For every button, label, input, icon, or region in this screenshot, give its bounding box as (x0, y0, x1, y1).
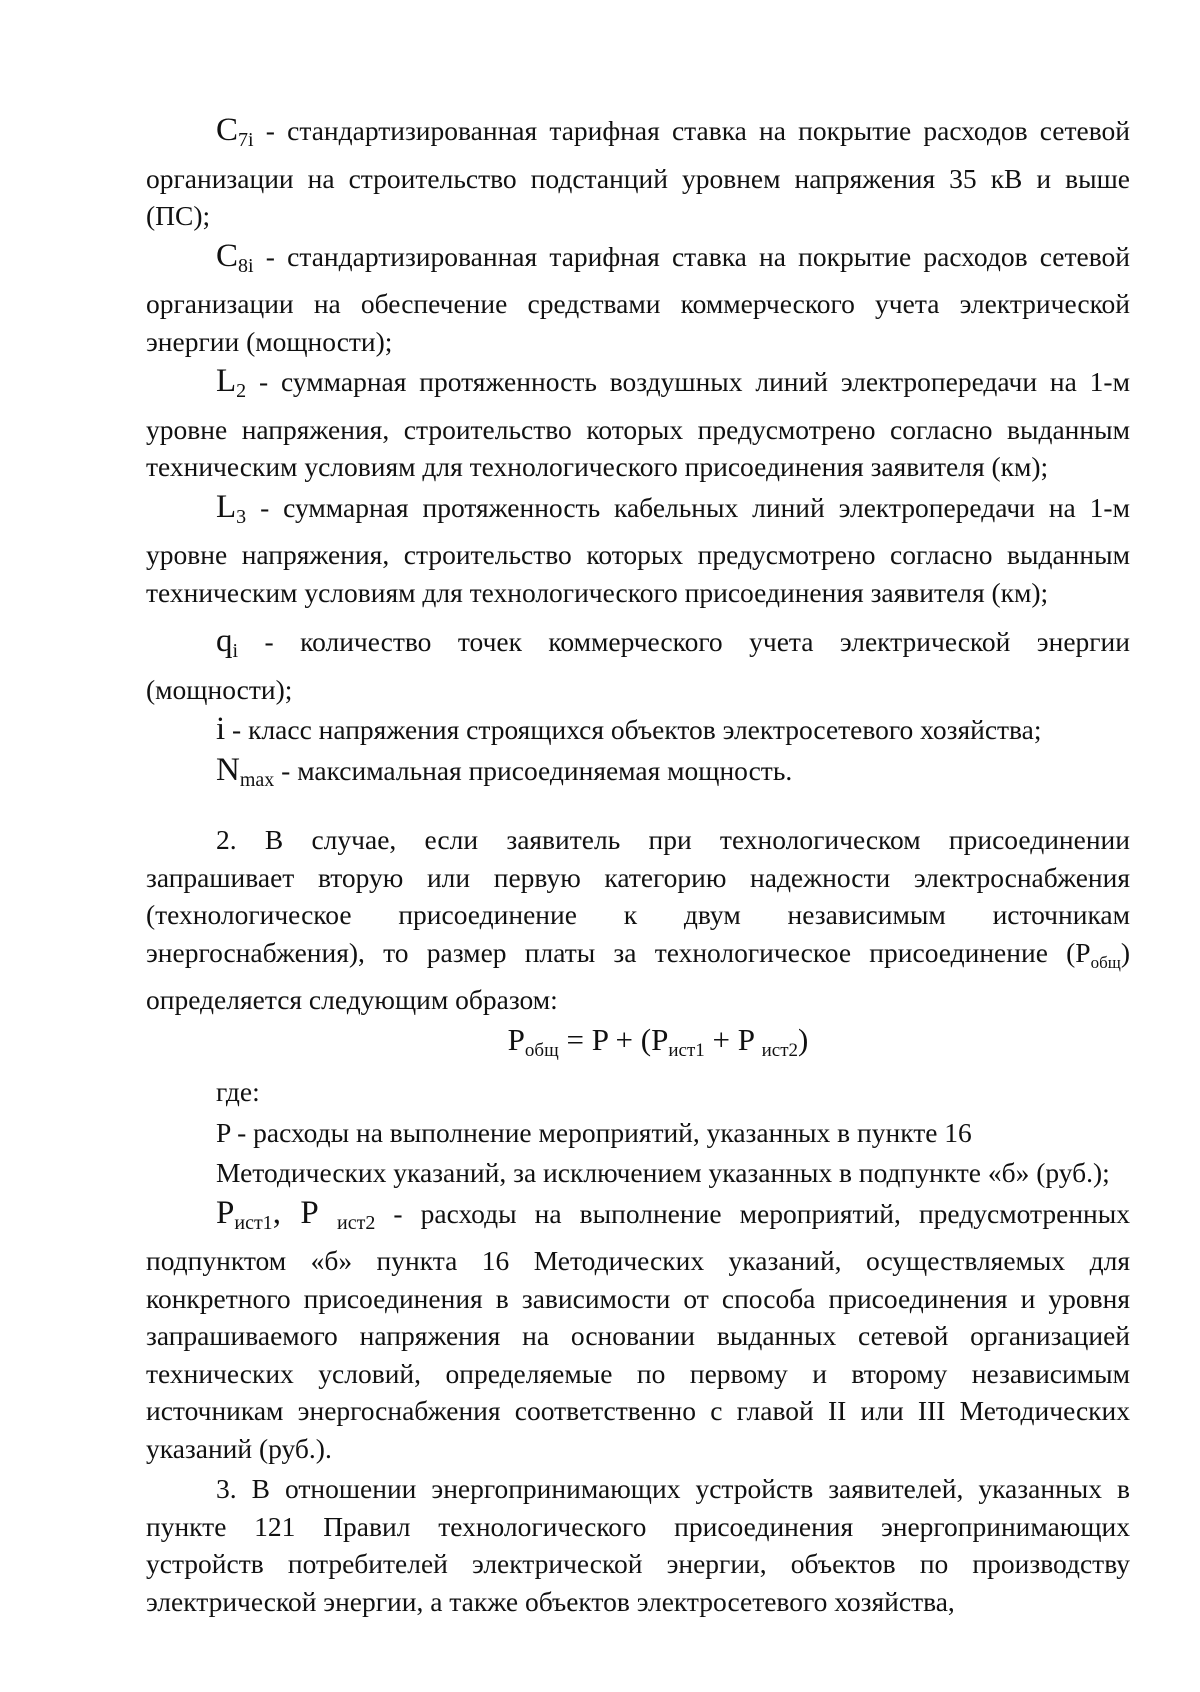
definition-p-line2: Методических указаний, за исключением указанных в подпункте «б» (руб.); (216, 1157, 1110, 1188)
subscript: 3 (236, 505, 247, 528)
symbol: L (216, 363, 237, 399)
document-body (146, 112, 1130, 1620)
definition-i (146, 711, 1130, 749)
symbol: i (216, 711, 226, 747)
subscript: общ (1090, 952, 1121, 972)
symbol: C (216, 112, 239, 148)
definition-text: - количество точек коммерческого учета электрической энергии (мощности); (146, 626, 1130, 705)
definition-l2 (146, 363, 1130, 486)
definition-text: - класс напряжения строящихся объектов электросетевого хозяйства; (225, 714, 1042, 745)
definition-nmax (146, 752, 1130, 800)
definition-c8i (146, 238, 1130, 361)
definition-text: - стандартизированная тарифная ставка на покрытие расходов сетевой организации на строительство подстанций уровнем напряжения 35 кВ и выше (ПС); (146, 115, 1130, 231)
definition-l3 (146, 489, 1130, 612)
subscript: 7i (238, 129, 254, 151)
definition-p-line1: P - расходы на выполнение мероприятий, указанных в пункте 16 (216, 1116, 972, 1148)
section-3-intro: 3. В отношении энергопринимающих устройств заявителей, указанных в пункте 121 Правил технологического присоединения энергопринимающих устройств потребителей электрической энергии, объектов по производству электрической энергии, а также объектов электросетевого хозяйства, (146, 1473, 1130, 1617)
where-label: где: (216, 1076, 260, 1107)
definition-c7i (146, 112, 1130, 235)
definition-text: - суммарная протяженность воздушных линий электропередачи на 1-м уровне напряжения, строительство которых предусмотрено согласно выданным техническим условиям для технологического присоединения заявителя (км); (146, 366, 1130, 482)
section-2-intro: 2. В случае, если заявитель при технологическом присоединении запрашивает вторую или первую категорию надежности электроснабжения (технологическое присоединение к двум независимым источникам энергоснабжения), то размер платы за технологическое присоединение $(P_{общ})$ определяется следующим образом: (146, 824, 1130, 1015)
symbol: q (216, 623, 233, 659)
subscript: max (239, 768, 275, 791)
definition-pist: $P_{ист1}$, P $_{ист2}$ - расходы на выполнение мероприятий, предусмотренных подпунктом «б» пункта 16 Методических указаний, осуществляемых для конкретного присоединения в зависимости от способа присоединения и уровня запрашиваемого напряжения на основании выданных сетевой организацией технических условий, определяемые по первому и второму независимым источникам энергоснабжения соответственно с главой II или III Методических указаний (руб.). (146, 1194, 1130, 1464)
symbol: C (216, 237, 239, 274)
subscript: 2 (236, 380, 247, 402)
definition-text: - стандартизированная тарифная ставка на покрытие расходов сетевой организации на обеспечение средствами коммерческого учета электрической энергии (мощности); (146, 240, 1130, 357)
formula-p-total: $P_{общ} = P + (P_{ист1} + P$ $_{ист2}$) (507, 1021, 809, 1061)
definition-text: - максимальная присоединяемая мощность. (274, 754, 793, 786)
definition-qi (146, 623, 1130, 708)
symbol: L (216, 488, 237, 525)
definition-text: - суммарная протяженность кабельных линий электропередачи на 1-м уровне напряжения, строительство которых предусмотрено согласно выданным техническим условиям для технологического присоединения заявителя (км); (146, 491, 1130, 608)
symbol: N (216, 751, 240, 788)
subscript: 8i (238, 254, 254, 277)
subscript: i (232, 640, 239, 662)
